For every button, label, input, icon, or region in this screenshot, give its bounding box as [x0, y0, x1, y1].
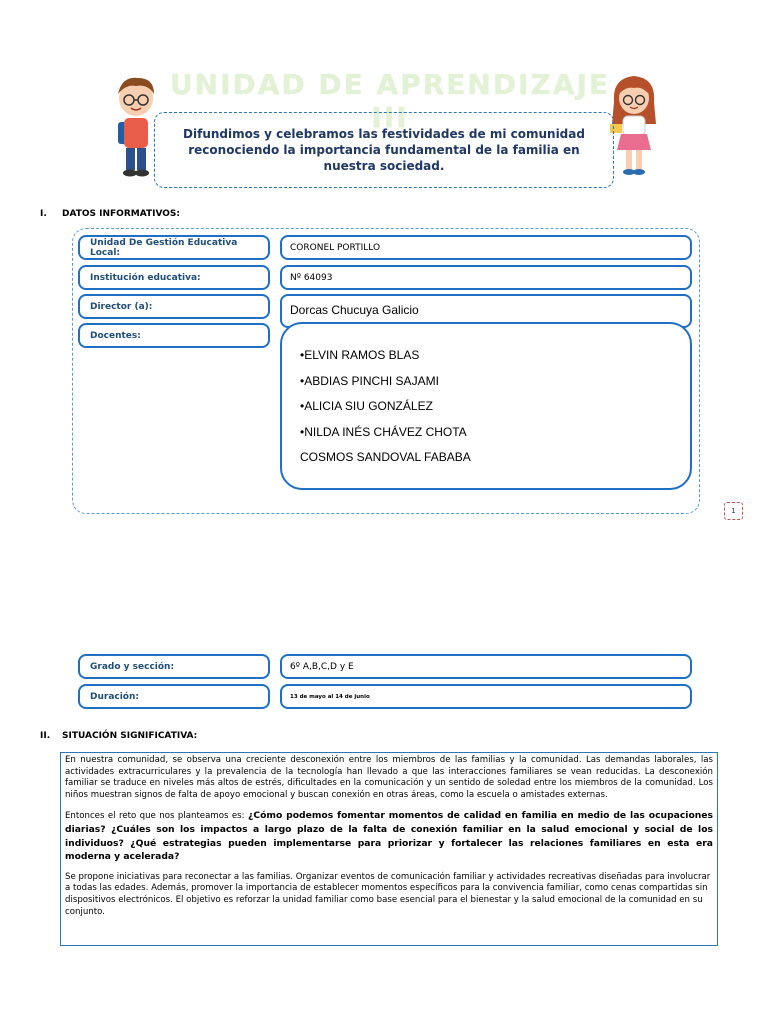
unit-subtitle-box [154, 112, 614, 188]
value-director: Dorcas Chucuya Galicio [280, 294, 692, 328]
teacher-item: •NILDA INÉS CHÁVEZ CHOTA [300, 424, 467, 439]
situation-paragraph-1: En nuestra comunidad, se observa una creciente desconexión entre los miembros de las familias y la comunidad. Las demandas laborales, las actividades extracurriculares y la prevalencia de la tecnología han llevado a que las interacciones familiares se vean reducidas. La desconexión familiar se traduce en niveles más altos de estrés, dificultades en la comunicación y un sentido de soledad entre los miembros de la comunidad. Los niños muestran signos de falta de apoyo emocional y buscan conexión en otras áreas, como la escuela o amistades externas. [65, 755, 713, 800]
value-ugel: CORONEL PORTILLO [280, 235, 692, 260]
value-institution: Nº 64093 [280, 265, 692, 290]
label-ugel: Unidad De Gestión Educativa Local: [78, 235, 270, 260]
value-grade: 6º A,B,C,D y E [280, 654, 692, 679]
girl-student-illustration [606, 72, 662, 182]
challenge-intro: Entonces el reto que nos planteamos es: [65, 811, 248, 822]
unit-title: UNIDAD DE APRENDIZAJE III [169, 68, 611, 134]
value-duration: 13 de mayo al 14 de junio [280, 684, 692, 709]
section-1-title: DATOS INFORMATIVOS: [62, 209, 181, 219]
challenge-questions: ¿Cómo podemos fomentar momentos de calidad en familia en medio de las ocupaciones diarias? ¿Cuáles son los impactos a largo plazo de la falta de conexión familiar en la salud emocional y social de los individuos? ¿Qué estrategias pueden implementarse para priorizar y fortalecer las relaciones familiares en esta era moderna y acelerada? [65, 810, 713, 863]
teachers-list [280, 322, 692, 490]
label-teachers: Docentes: [78, 323, 270, 348]
label-duration: Duración: [78, 684, 270, 709]
section-2-title: SITUACIÓN SIGNIFICATIVA: [62, 731, 198, 741]
label-grade: Grado y sección: [78, 654, 270, 679]
label-director: Director (a): [78, 294, 270, 319]
unit-subtitle: Difundimos y celebramos las festividades de mi comunidad reconociendo la importancia fundamental de la familia en nuestra sociedad. [183, 127, 585, 173]
teacher-item: •ELVIN RAMOS BLAS [300, 348, 420, 362]
section-2-heading [40, 731, 197, 741]
section-1-number: I. [40, 209, 47, 219]
section-2-number: II. [40, 731, 51, 741]
teacher-item: •ALICIA SIU GONZÁLEZ [300, 399, 433, 413]
teacher-item: •ABDIAS PINCHI SAJAMI [300, 373, 439, 388]
label-institution: Institución educativa: [78, 265, 270, 290]
teacher-item: COSMOS SANDOVAL FABABA [300, 450, 471, 464]
situation-text-box [60, 752, 718, 946]
situation-paragraph-2 [65, 809, 713, 863]
situation-paragraph-3: Se propone iniciativas para reconectar a las familias. Organizar eventos de comunicación familiar y actividades recreativas diseñadas para involucrar a todas las edades. Además, promover la importancia de establecer momentos específicos para la convivencia familiar, como cenas compartidas sin dispositivos electrónicos. El objetivo es reforzar la unidad familiar como base esencial para el bienestar y la salud emocional de la comunidad en su conjunto. [65, 871, 711, 917]
section-1-heading [40, 209, 180, 219]
page-number-badge: 1 [724, 502, 743, 520]
